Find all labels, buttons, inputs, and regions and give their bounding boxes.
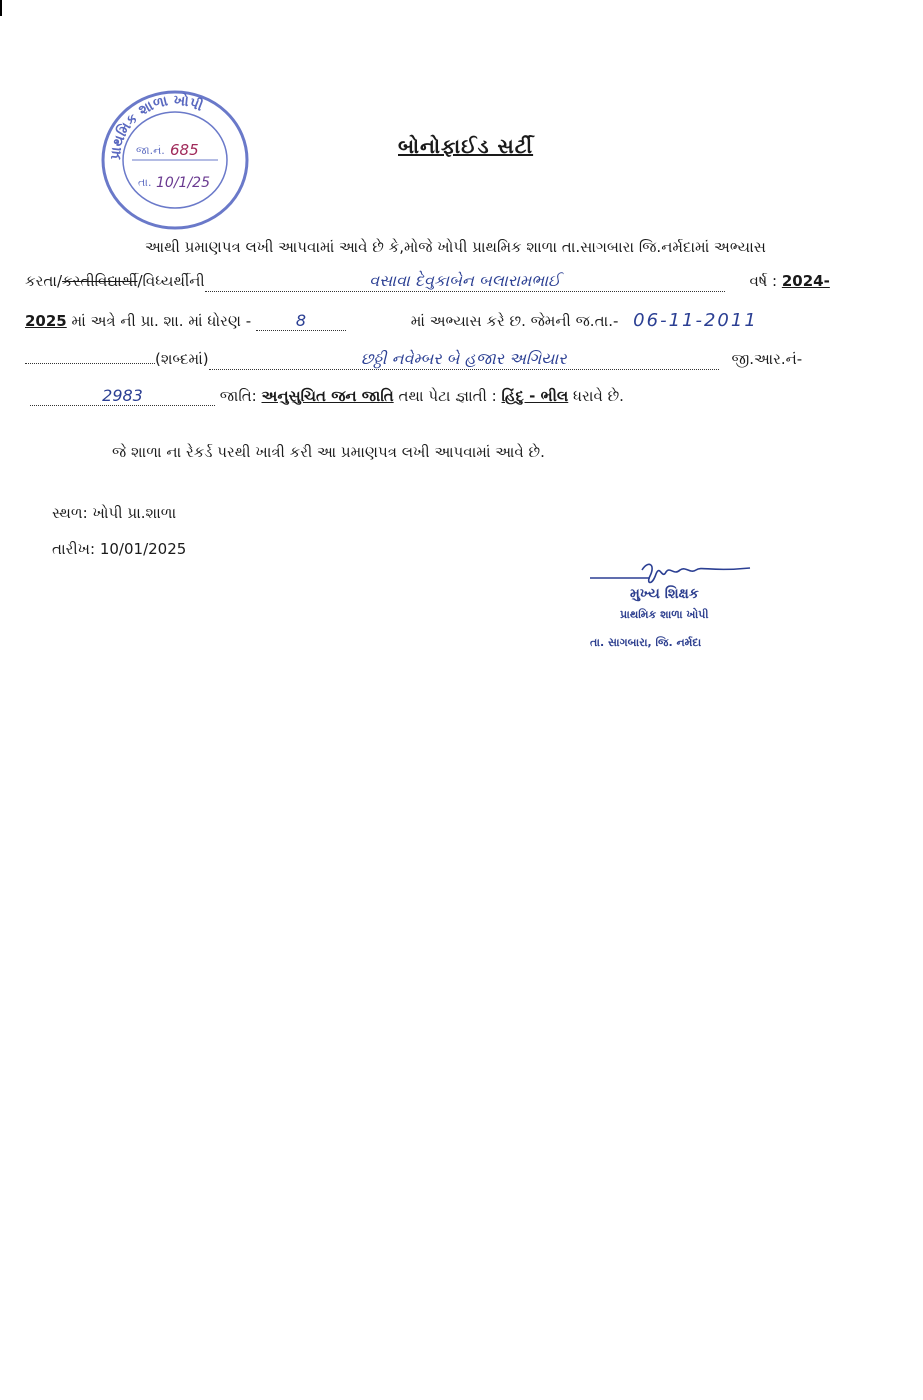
caste: અનુસુચિત જન જાતિ [261,387,394,405]
student-name: વસાવા દેવુકાબેન બલારામભાઈ [369,271,561,290]
date-value: 10/01/2025 [99,540,187,558]
standard: 8 [295,311,307,330]
caste-label: જાતિ: [219,387,257,405]
body-line-3 [25,310,758,331]
year-start: 2024- [781,272,830,290]
struck-word: કરતીવિદ્યાર્થી [62,272,138,290]
page-edge-mark [0,0,2,16]
page-title: બોનોફાઈડ સર્ટી [398,134,534,158]
gr-label: જી.આર.નં- [731,350,803,368]
school-seal [100,88,250,233]
body-suffix: ધરાવે છે. [573,387,624,405]
body-line-1: આથી પ્રમાણપત્ર લખી આપવામાં આવે છે કે,મોજે ખોપી પ્રાથમિક શાળા તા.સાગબારા જિ.નર્મદામાં અભ્યાસ [145,238,766,256]
subcaste: હિંદુ - ભીલ [501,387,569,405]
year-label: વર્ષ : [749,272,778,290]
gr-number: 2983 [102,386,143,405]
place-value: ખોપી પ્રા.શાળા [92,504,177,522]
body-line-5 [30,386,624,406]
words-label: (શબ્દમાં) [155,350,209,368]
seal-number: 685 [170,141,199,159]
body-line-6: જે શાળા ના રેકર્ડ પરથી ખાત્રી કરી આ પ્રમાણપત્ર લખી આપવામાં આવે છે. [112,443,545,461]
date-line [52,540,186,558]
place-line [52,504,176,522]
seal-line2: તા. [138,176,152,189]
seal-outer-text: પ્રાથમિક શાળા ખોપી [107,92,205,161]
place-label: સ્થળ: [52,504,88,522]
body-line3-b: માં અભ્યાસ કરે છ. જેમની જ.તા.- [410,312,619,330]
subcaste-label: તથા પેટા જ્ઞાતી : [398,387,497,405]
seal-date: 10/1/25 [156,175,210,191]
seal-line1: જા.નં. [136,144,165,157]
year-end: 2025 [25,312,67,330]
body-line-2 [25,271,830,292]
body-line2-mid: /વિધ્યર્થીની [137,272,205,290]
stamp-line-3: તા. સાગબારા, જિ. નર્મદા [590,636,702,649]
date-of-birth: 06-11-2011 [633,310,758,331]
date-label: તારીખ: [52,540,96,558]
signatory-title: મુખ્ય શિક્ષક [630,586,699,602]
stamp-line-2: પ્રાથમિક શાળા ખોપી [620,608,709,621]
body-line3-a: માં અત્રે ની પ્રા. શા. માં ધોરણ - [71,312,252,330]
dob-in-words: છઠ્ઠી નવેમ્બર બે હજાર અગિયાર [360,349,567,368]
body-line-4 [25,349,802,370]
body-line2-prefix: કરતા/ [25,272,63,290]
signature-block [590,560,790,660]
